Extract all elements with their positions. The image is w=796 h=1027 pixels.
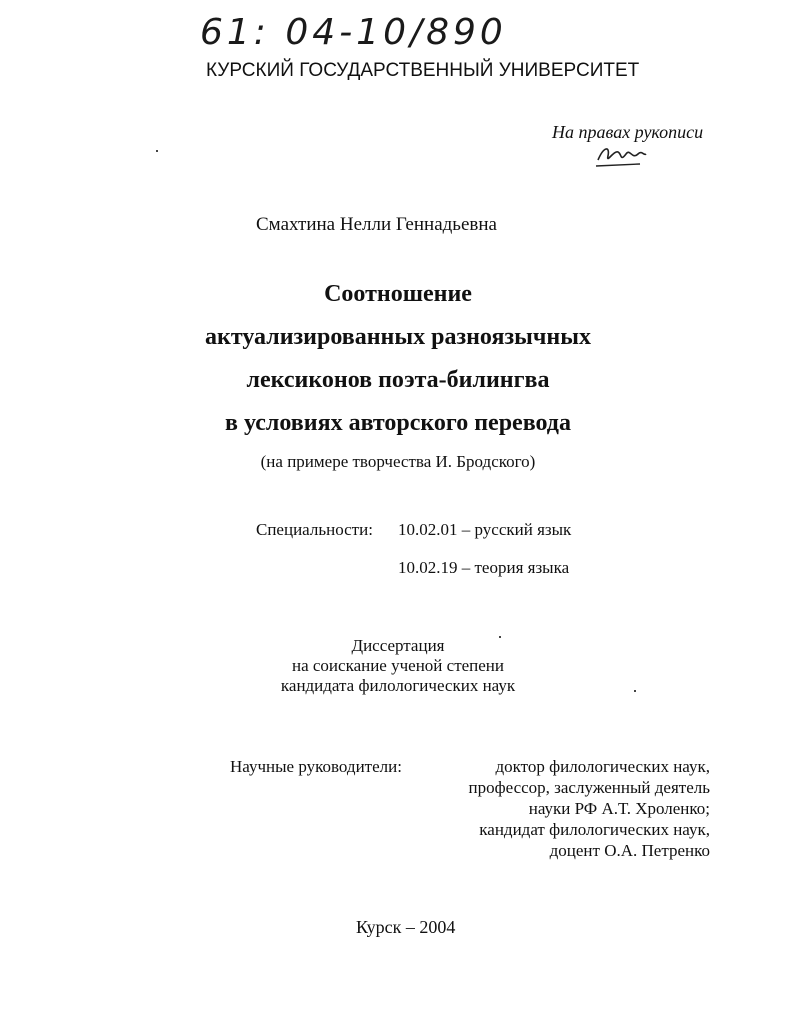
title-line-3: лексиконов поэта-билингва <box>246 367 550 393</box>
scan-speck <box>499 636 501 638</box>
dissertation-line-3: кандидата филологических наук <box>280 676 516 695</box>
title-line-2: актуализированных разноязычных <box>205 324 591 350</box>
specialty-2: 10.02.19 – теория языка <box>398 558 570 577</box>
title-line-4: в условиях авторского перевода <box>225 410 571 436</box>
university-name: КУРСКИЙ ГОСУДАРСТВЕННЫЙ УНИВЕРСИТЕТ <box>206 60 640 81</box>
supervisors-label: Научные руководители: <box>230 757 402 776</box>
place-and-year: Курск – 2004 <box>356 917 456 937</box>
supervisor-line-4: кандидат филологических наук, <box>479 820 710 839</box>
title-line-1: Соотношение <box>324 281 472 307</box>
supervisor-line-3: науки РФ А.Т. Хроленко; <box>528 799 710 818</box>
scan-speck <box>634 690 636 692</box>
manuscript-rights: На правах рукописи <box>552 122 704 142</box>
signature-mark <box>594 142 648 170</box>
supervisor-line-2: профессор, заслуженный деятель <box>468 778 710 797</box>
specialty-1: 10.02.01 – русский язык <box>398 520 572 539</box>
author-name: Смахтина Нелли Геннадьевна <box>256 214 497 235</box>
supervisor-line-1: доктор филологических наук, <box>495 757 710 776</box>
subtitle: (на примере творчества И. Бродского) <box>260 452 536 471</box>
scan-speck <box>156 150 158 152</box>
handwritten-number: 61: 04-10/890 <box>200 12 507 53</box>
supervisor-line-5: доцент О.А. Петренко <box>549 841 710 860</box>
specialties-label: Специальности: <box>256 520 373 539</box>
dissertation-line-1: Диссертация <box>351 636 445 655</box>
dissertation-line-2: на соискание ученой степени <box>291 656 505 675</box>
